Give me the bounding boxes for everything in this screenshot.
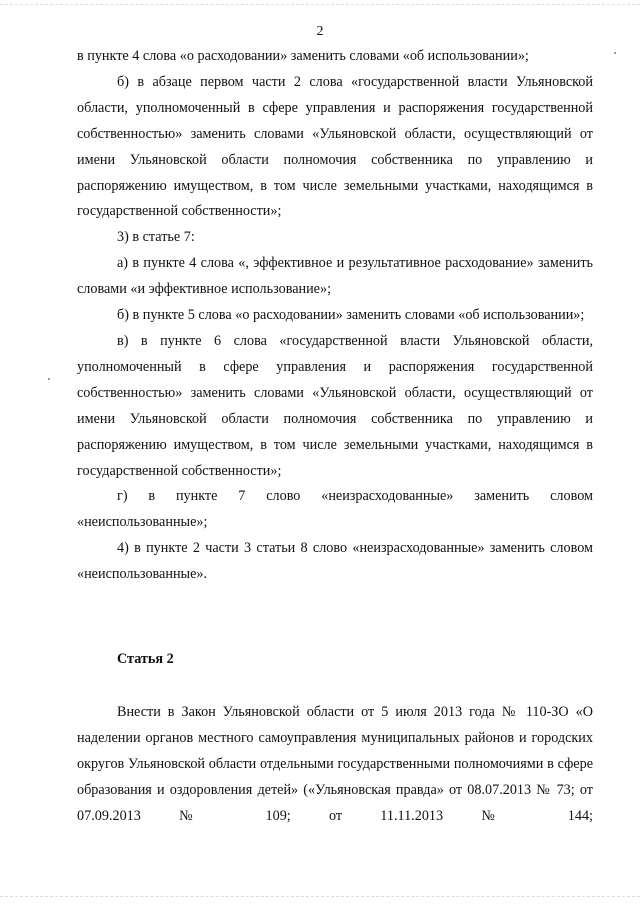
paragraph-7: г) в пункте 7 слово «неизрасходованные» заменить словом «неиспользованные»; [77,488,593,531]
paragraph-5: б) в пункте 5 слова «о расходовании» заменить словами «об использовании»; [117,307,585,324]
paragraph-8: 4) в пункте 2 части 3 статьи 8 слово «неизрасходованные» заменить словом «неиспользованные». [77,540,593,583]
paragraph-3: 3) в статье 7: [117,229,195,246]
article-heading: Статья 2 [117,651,174,667]
article-2-body [77,700,593,830]
paragraph-2: б) в абзаце первом части 2 слова «государственной власти Ульяновской области, уполномоченный в сфере управления и распоряжения государственной собственностью» заменить словами «Ульяновской области, осуществляющий от имени Ульяновской области полномочия собственника по управлению и распоряжению имуществом, в том числе земельными участками, находящимся в государственной собственности»; [77,73,593,220]
paragraph-1: в пункте 4 слова «о расходовании» заменить словами «об использовании»; [77,48,529,64]
scan-edge-bottom [0,896,640,898]
scan-edge-top [0,4,640,6]
page-number: 2 [316,24,324,39]
scan-speck [48,378,50,380]
paragraph-6: в) в пункте 6 слова «государственной власти Ульяновской области, уполномоченный в сфере управления и распоряжения государственной собственностью» заменить словами «Ульяновской области, осуществляющий от имени Ульяновской области полномочия собственника по управлению и распоряжению имуществом, в том числе земельными участками, находящимся в государственной собственности»; [77,332,593,479]
paragraph-4: а) в пункте 4 слова «, эффективное и результативное расходование» заменить словами «и эффективное использование»; [77,255,593,298]
document-body [77,44,593,588]
scan-speck [614,52,616,54]
paragraph-article-2: Внести в Закон Ульяновской области от 5 июля 2013 года № 110-ЗО «О наделении органов местного самоуправления муниципальных районов и городских округов Ульяновской области отдельными государственными полномочиями в сфере образования и оздоровления детей» («Ульяновская правда» от 08.07.2013 № 73; от 07.09.2013 № 109; от 11.11.2013 № 144; [77,704,593,824]
